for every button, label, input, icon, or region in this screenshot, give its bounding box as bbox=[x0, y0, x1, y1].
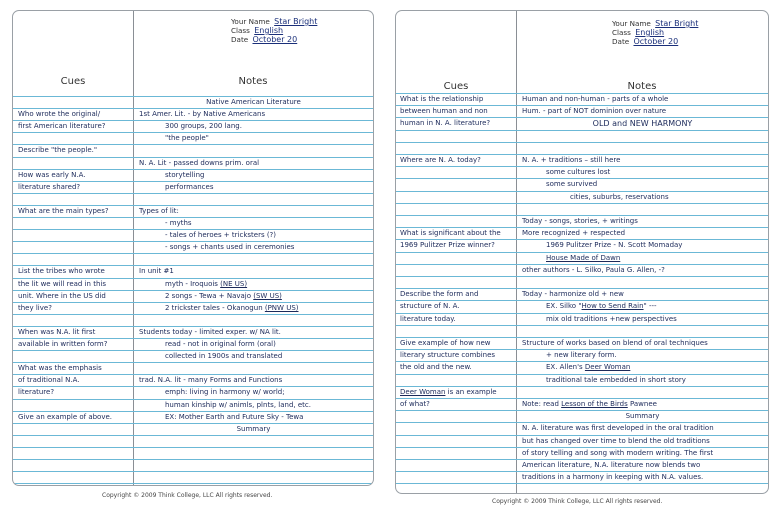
ruled-line bbox=[13, 326, 373, 327]
cue-text: of traditional N.A. bbox=[18, 376, 80, 385]
notes-section-heading: Summary bbox=[236, 424, 271, 433]
ruled-line bbox=[13, 229, 373, 230]
ruled-line bbox=[396, 337, 768, 338]
ruled-line bbox=[396, 215, 768, 216]
ruled-line bbox=[396, 117, 768, 118]
ruled-line bbox=[396, 361, 768, 362]
cue-text: structure of N. A. bbox=[400, 302, 460, 311]
ruled-line bbox=[13, 120, 373, 121]
note-text: collected in 1900s and translated bbox=[165, 352, 283, 361]
ruled-line bbox=[13, 459, 373, 460]
note-text: House Made of Dawn bbox=[546, 253, 621, 262]
ruled-line bbox=[396, 410, 768, 411]
note-text: - songs + chants used in ceremonies bbox=[165, 243, 295, 252]
class-value: English bbox=[254, 26, 284, 35]
ruled-line bbox=[396, 459, 768, 460]
note-text: storytelling bbox=[165, 170, 205, 179]
ruled-line bbox=[396, 325, 768, 326]
ruled-line bbox=[396, 398, 768, 399]
ruled-line bbox=[396, 227, 768, 228]
cues-heading: Cues bbox=[60, 76, 86, 87]
note-text: N. A. + traditions – still here bbox=[522, 156, 621, 164]
notes-heading: Notes bbox=[627, 81, 657, 92]
ruled-line bbox=[396, 422, 768, 423]
cue-text: Deer Woman is an example bbox=[400, 387, 497, 396]
note-text: Today - harmonize old + new bbox=[522, 290, 624, 299]
note-text: myth - Iroquois (NE US) bbox=[165, 279, 248, 288]
ruled-line bbox=[13, 386, 373, 387]
ruled-line bbox=[13, 265, 373, 266]
ruled-line bbox=[13, 338, 373, 339]
copyright-text: Copyright © 2009 Think College, LLC All rights reserved. bbox=[102, 492, 273, 499]
cues-heading: Cues bbox=[443, 81, 469, 92]
ruled-line bbox=[396, 191, 768, 192]
note-text: human kinship w/ animls, plnts, land, etc. bbox=[165, 400, 311, 409]
note-text: N. A. literature was first developed in the oral tradition bbox=[522, 424, 714, 433]
note-page-1 bbox=[12, 10, 374, 486]
ruled-line bbox=[13, 132, 373, 133]
copyright-text: Copyright © 2009 Think College, LLC All rights reserved. bbox=[492, 498, 663, 505]
ruled-line bbox=[396, 203, 768, 204]
ruled-line bbox=[13, 169, 373, 170]
ruled-line bbox=[13, 399, 373, 400]
note-page-2 bbox=[395, 10, 769, 494]
cue-text: Where are N. A. today? bbox=[400, 156, 481, 164]
cue-text: first American literature? bbox=[18, 122, 106, 131]
ruled-line bbox=[13, 302, 373, 303]
note-text: read - not in original form (oral) bbox=[165, 340, 276, 348]
cue-text: Describe the form and bbox=[400, 290, 479, 299]
cue-text: Who wrote the original/ bbox=[18, 110, 101, 119]
cue-text: What are the main types? bbox=[18, 206, 109, 215]
note-text: traditions in a harmony in keeping with N.A. values. bbox=[522, 473, 704, 482]
note-text: + new literary form. bbox=[546, 351, 617, 360]
cue-text: the old and the new. bbox=[400, 363, 472, 372]
page-header: Your Name Star Bright Class English Date October 20 bbox=[612, 19, 699, 46]
cue-text: of what? bbox=[400, 400, 430, 408]
ruled-line bbox=[13, 350, 373, 351]
note-text: 2 songs - Tewa + Navajo (SW US) bbox=[165, 291, 282, 300]
name-value: Star Bright bbox=[655, 19, 699, 28]
cue-text: What is significant about the bbox=[400, 229, 501, 238]
ruled-line bbox=[13, 483, 373, 484]
ruled-line bbox=[13, 144, 373, 145]
note-text: - myths bbox=[165, 219, 192, 227]
ruled-line bbox=[396, 349, 768, 350]
note-text: In unit #1 bbox=[139, 267, 174, 276]
cue-text: Give an example of above. bbox=[18, 412, 113, 421]
ruled-line bbox=[396, 239, 768, 240]
notes-section-heading: Summary bbox=[625, 412, 660, 421]
note-text: "the people" bbox=[165, 134, 209, 143]
ruled-line bbox=[13, 253, 373, 254]
cue-text: human in N. A. literature? bbox=[400, 119, 491, 128]
ruled-line bbox=[396, 300, 768, 301]
ruled-line bbox=[13, 374, 373, 375]
note-text: mix old traditions +new perspectives bbox=[546, 314, 677, 323]
note-text: American literature, N.A. literature now blends two bbox=[522, 461, 701, 469]
ruled-line bbox=[396, 142, 768, 143]
note-text: Hum. - part of NOT dominion over nature bbox=[522, 107, 667, 116]
ruled-line bbox=[396, 154, 768, 155]
ruled-line bbox=[396, 313, 768, 314]
page-header: Your Name Star Bright Class English Date October 20 bbox=[231, 17, 318, 44]
note-text: some cultures lost bbox=[546, 168, 611, 177]
note-text: 300 groups, 200 lang. bbox=[165, 122, 242, 131]
name-value: Star Bright bbox=[274, 17, 318, 26]
cue-text: they live? bbox=[18, 303, 52, 312]
ruled-line bbox=[396, 276, 768, 277]
ruled-line bbox=[13, 362, 373, 363]
note-text: trad. N.A. lit - many Forms and Functions bbox=[139, 376, 283, 385]
ruled-line bbox=[13, 435, 373, 436]
note-text: EX: Mother Earth and Future Sky - Tewa bbox=[165, 412, 304, 421]
notes-section-heading: OLD and NEW HARMONY bbox=[592, 119, 693, 129]
ruled-line bbox=[396, 166, 768, 167]
note-text: Types of lit: bbox=[139, 206, 179, 215]
note-text: Today - songs, stories, + writings bbox=[522, 217, 638, 225]
cue-text: between human and non bbox=[400, 107, 488, 116]
cue-text: Give example of how new bbox=[400, 339, 491, 347]
ruled-line bbox=[13, 96, 373, 97]
ruled-line bbox=[13, 411, 373, 412]
cue-text: unit. Where in the US did bbox=[18, 291, 106, 300]
ruled-line bbox=[396, 435, 768, 436]
ruled-line bbox=[396, 447, 768, 448]
ruled-line bbox=[396, 252, 768, 253]
note-text: EX. Silko "How to Send Rain" --- bbox=[546, 302, 657, 311]
ruled-line bbox=[396, 374, 768, 375]
date-value: October 20 bbox=[252, 35, 298, 44]
ruled-line bbox=[396, 483, 768, 484]
cue-text: What was the emphasis bbox=[18, 364, 102, 373]
ruled-line bbox=[396, 471, 768, 472]
ruled-line bbox=[13, 241, 373, 242]
note-text: Note: read Lesson of the Birds Pawnee bbox=[522, 400, 657, 408]
ruled-line bbox=[396, 130, 768, 131]
note-text: N. A. Lit - passed downs prim. oral bbox=[139, 158, 260, 167]
note-text: some survived bbox=[546, 180, 598, 189]
note-text: 2 trickster tales - Okanogun (PNW US) bbox=[165, 303, 299, 312]
ruled-line bbox=[13, 471, 373, 472]
ruled-line bbox=[396, 288, 768, 289]
date-value: October 20 bbox=[633, 37, 679, 46]
cue-text: List the tribes who wrote bbox=[18, 267, 105, 276]
column-divider bbox=[133, 11, 134, 485]
note-text: performances bbox=[165, 182, 214, 191]
note-text: traditional tale embedded in short story bbox=[546, 375, 686, 384]
ruled-line bbox=[396, 386, 768, 387]
note-text: of story telling and song with modern writing. The first bbox=[522, 448, 714, 457]
ruled-line bbox=[396, 178, 768, 179]
ruled-line bbox=[396, 105, 768, 106]
note-text: 1st Amer. Lit. - by Native Americans bbox=[139, 110, 266, 119]
cue-text: literature shared? bbox=[18, 182, 81, 191]
cue-text: available in written form? bbox=[18, 340, 108, 348]
cue-text: Describe "the people." bbox=[18, 146, 98, 155]
ruled-line bbox=[396, 264, 768, 265]
note-text: Structure of works based on blend of oral techniques bbox=[522, 339, 708, 347]
ruled-line bbox=[13, 290, 373, 291]
notes-section-heading: Native American Literature bbox=[206, 98, 301, 106]
cue-text: the lit we will read in this bbox=[18, 279, 106, 288]
note-text: - tales of heroes + tricksters (?) bbox=[165, 231, 276, 240]
ruled-line bbox=[13, 447, 373, 448]
cue-text: How was early N.A. bbox=[18, 170, 86, 179]
cue-text: literature today. bbox=[400, 314, 456, 323]
cue-text: literary structure combines bbox=[400, 351, 496, 360]
note-text: 1969 Pulitzer Prize - N. Scott Momaday bbox=[546, 241, 683, 250]
ruled-line bbox=[13, 314, 373, 315]
cue-text: What is the relationship bbox=[400, 95, 484, 103]
ruled-line bbox=[13, 157, 373, 158]
note-text: other authors - L. Silko, Paula G. Allen, -? bbox=[522, 265, 665, 274]
note-text: Human and non-human - parts of a whole bbox=[522, 95, 669, 103]
ruled-line bbox=[13, 108, 373, 109]
note-text: emph: living in harmony w/ world; bbox=[165, 388, 285, 397]
note-text: EX. Allen's Deer Woman bbox=[546, 363, 631, 372]
ruled-line bbox=[13, 217, 373, 218]
note-text: More recognized + respected bbox=[522, 229, 626, 238]
ruled-line bbox=[13, 193, 373, 194]
note-text: Students today - limited exper. w/ NA lit. bbox=[139, 327, 281, 336]
note-text: cities, suburbs, reservations bbox=[570, 192, 669, 201]
ruled-line bbox=[13, 278, 373, 279]
ruled-line bbox=[13, 181, 373, 182]
cue-text: When was N.A. lit first bbox=[18, 327, 96, 336]
note-text: but has changed over time to blend the old traditions bbox=[522, 436, 710, 445]
class-value: English bbox=[635, 28, 665, 37]
notes-heading: Notes bbox=[238, 76, 268, 87]
ruled-line bbox=[13, 423, 373, 424]
ruled-line bbox=[13, 205, 373, 206]
cue-text: 1969 Pulitzer Prize winner? bbox=[400, 241, 495, 250]
ruled-line bbox=[396, 93, 768, 94]
cue-text: literature? bbox=[18, 388, 55, 397]
